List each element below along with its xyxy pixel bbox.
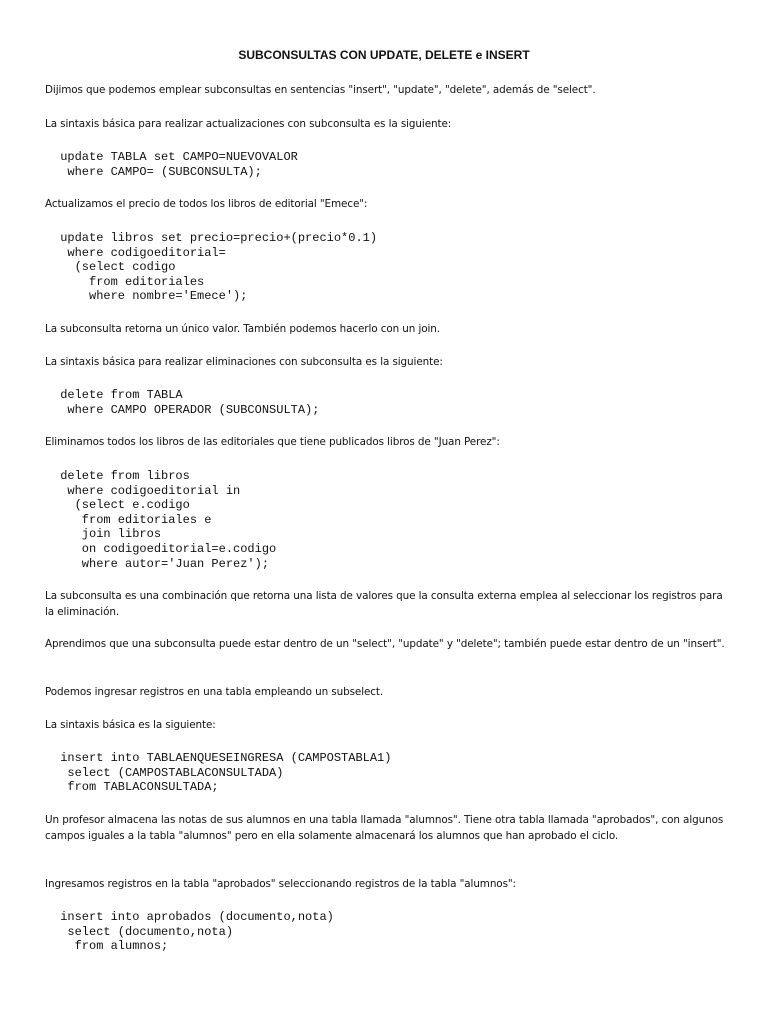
paragraph-delete-syntax-intro: La sintaxis básica para realizar eliminaciones con subconsulta es la siguiente: — [45, 356, 443, 368]
code-delete-example: delete from libros where codigoeditorial in (select e.codigo from editoriales e join libros on codigoeditorial=e.codigo where autor='Juan Perez'); — [60, 469, 277, 571]
paragraph-profesor-example: Un profesor almacena las notas de sus alumnos en una tabla llamada "alumnos". Tiene otra tabla llamada "aprobados", con algunos campos iguales a la tabla "alumnos" pero en ella solamente almacenará los alumnos que han aprobado el ciclo. — [45, 814, 724, 842]
document-title: SUBCONSULTAS CON UPDATE, DELETE e INSERT — [238, 48, 530, 62]
code-insert-syntax: insert into TABLAENQUESEINGRESA (CAMPOSTABLA1) select (CAMPOSTABLACONSULTADA) from TABLACONSULTADA; — [60, 751, 392, 795]
code-update-syntax: update TABLA set CAMPO=NUEVOVALOR where CAMPO= (SUBCONSULTA); — [60, 150, 298, 179]
code-delete-syntax: delete from TABLA where CAMPO OPERADOR (SUBCONSULTA); — [60, 388, 320, 417]
paragraph-delete-example-intro: Eliminamos todos los libros de las editoriales que tiene publicados libros de "Juan Perez": — [45, 436, 500, 448]
paragraph-update-example-intro: Actualizamos el precio de todos los libros de editorial "Emece": — [45, 198, 368, 210]
paragraph-update-syntax-intro: La sintaxis básica para realizar actualizaciones con subconsulta es la siguiente: — [45, 118, 452, 130]
code-insert-example: insert into aprobados (documento,nota) select (documento,nota) from alumnos; — [60, 910, 334, 954]
paragraph-insert-example-intro: Ingresamos registros en la tabla "aprobados" seleccionando registros de la tabla "alumnos": — [45, 878, 516, 890]
paragraph-insert-syntax-intro: La sintaxis básica es la siguiente: — [45, 719, 216, 731]
paragraph-single-value-note: La subconsulta retorna un único valor. También podemos hacerlo con un join. — [45, 323, 440, 335]
code-update-example: update libros set precio=precio+(precio*0.1) where codigoeditorial= (select codigo from editoriales where nombre='Emece'); — [60, 231, 378, 304]
paragraph-join-note: La subconsulta es una combinación que retorna una lista de valores que la consulta externa emplea al seleccionar los registros para la eliminación. — [45, 590, 723, 618]
paragraph-intro: Dijimos que podemos emplear subconsultas en sentencias "insert", "update", "delete", además de "select". — [45, 84, 596, 96]
paragraph-insert-note: Aprendimos que una subconsulta puede estar dentro de un "select", "update" y "delete"; también puede estar dentro de un "insert". — [45, 638, 725, 650]
paragraph-subselect-intro: Podemos ingresar registros en una tabla empleando un subselect. — [45, 686, 384, 698]
